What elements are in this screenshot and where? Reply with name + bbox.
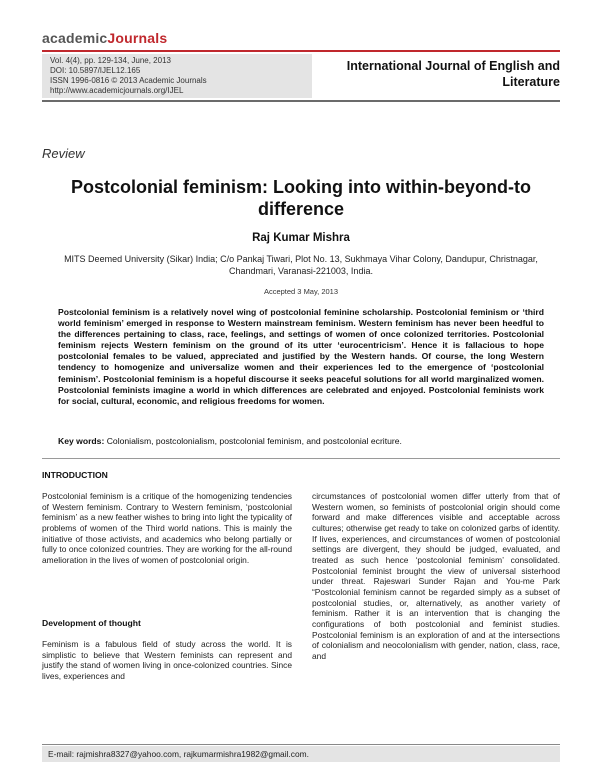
journal-title: International Journal of English and Literature (346, 59, 560, 89)
right-column-paragraph: circumstances of postcolonial women differ utterly from that of Western women, so feminists of postcolonial origin should come forward and make differences visible and acceptable across cultures; otherwise get ready to take on colonized garbs of identity. If lives, experiences, and circumstances of women of postcolonial settings are divergent, they should be judged, evaluated, and treated as such hence ‘postcolonial feminism’ consolidated. Postcolonial feminist brought the view of universal sisterhood under threat. Rajeswari Sunder Rajan and You-me Park “Postcolonial feminism cannot be regarded simply as a subset of postcolonial studies, or, alternatively, as another variety of feminism. Rather it is an intervention that is changing the configurations of both postcolonial and feminist studies. Postcolonial feminism is an exploration of and at the intersections of colonialism and neocolonialism with gender, nation, class, race, and (312, 491, 560, 661)
author-affiliation: MITS Deemed University (Sikar) India; C/o Pankaj Tiwari, Plot No. 13, Sukhmaya Vihar Colony, Dandupur, Christnagar, Chandmari, Varanasi-221003, India. (64, 254, 538, 276)
brand-rule (42, 50, 560, 52)
meta-doi: DOI: 10.5897/IJEL12.165 (50, 66, 141, 75)
heading-development-of-thought: Development of thought (42, 618, 141, 628)
abstract-rule (42, 458, 560, 459)
section-label: Review (42, 146, 85, 161)
heading-introduction: INTRODUCTION (42, 470, 108, 480)
author-email[interactable]: E-mail: rajmishra8327@yahoo.com, rajkumarmishra1982@gmail.com. (48, 749, 309, 759)
keywords-label: Key words: (58, 436, 105, 446)
brand-part-journals: Journals (107, 30, 168, 46)
keywords-list: Colonialism, postcolonialism, postcolonial feminism, and postcolonial ecriture. (106, 436, 402, 446)
publisher-logo (42, 30, 167, 46)
meta-volume: Vol. 4(4), pp. 129-134, June, 2013 (50, 56, 171, 65)
accepted-date: Accepted 3 May, 2013 (263, 287, 339, 296)
brand-part-academic: academic (42, 30, 108, 46)
development-paragraph: Feminism is a fabulous field of study across the world. It is simplistic to believe that Western feminists can represent and justify the stand of women living in once-colonized countries. Since lives, experiences and (42, 639, 292, 681)
abstract: Postcolonial feminism is a relatively novel wing of postcolonial feminine scholarship. Postcolonial feminism or ‘third world feminism’ emerged in response to Western mainstream feminism. Western feminism has never been heedful to the differences pertaining to class, race, feelings, and settings of women of once colonized territories. Postcolonial feminism rejects Western feminism on the ground of its utter ‘eurocentricism’. Hence it is fallacious to hope postcolonial females to be valued, appreciated and justified by the Western hands. Of course, the long Western tendency to homogenize and universalize women and their experiences led to the emergence of ‘postcolonial feminism’. Postcolonial feminism is a hopeful discourse it seeks peaceful solutions for all world marginalized women. Postcolonial feminists imagine a world in which differences are celebrated and enjoyed. Postcolonial feminists work for social, cultural, economic, and religious freedoms for women. (58, 307, 544, 406)
keywords (58, 436, 544, 447)
meta-url[interactable]: http://www.academicjournals.org/IJEL (50, 86, 184, 95)
introduction-paragraph: Postcolonial feminism is a critique of the homogenizing tendencies of Western feminism. Contrary to Western feminism, ‘postcolonial feminism’ as a new feather wishes to bring into light the typicality of problems of women of the Third world nations. This is mainly the initiative of those activists, and academics who belong partially or fully to once colonized countries. They are working for the all-round amelioration in the lives of women of postcolonial origin. (42, 491, 292, 565)
article-title: Postcolonial feminism: Looking into within-beyond-to difference (71, 177, 531, 219)
header-rule (42, 100, 560, 102)
author-name: Raj Kumar Mishra (252, 232, 350, 244)
meta-issn: ISSN 1996-0816 © 2013 Academic Journals (50, 76, 207, 85)
footer-rule (42, 744, 560, 745)
